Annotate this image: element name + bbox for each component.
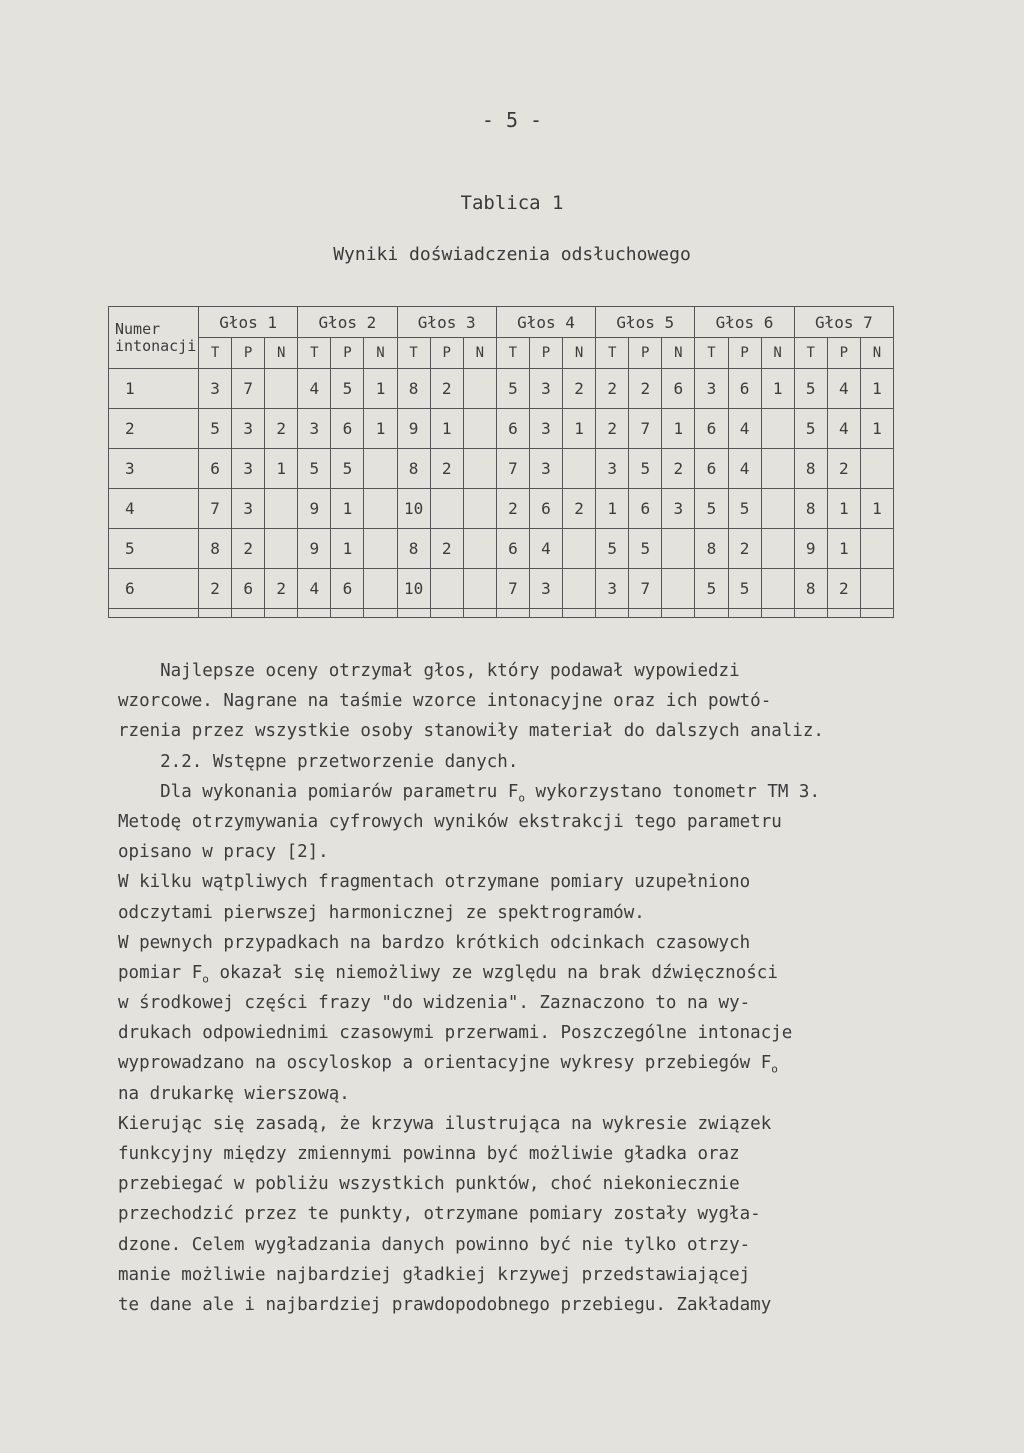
subheader: N [463, 338, 496, 369]
table-cell: 6 [331, 569, 364, 609]
table-cell: 5 [629, 449, 662, 489]
table-cell [463, 569, 496, 609]
table-cell: 7 [496, 449, 529, 489]
table-cell: 9 [397, 409, 430, 449]
table-cell: 3 [232, 449, 265, 489]
empty-cell [109, 609, 199, 618]
table-cell [761, 449, 794, 489]
subheader: P [232, 338, 265, 369]
table-cell: 1 [331, 529, 364, 569]
table-cell: 2 [563, 489, 596, 529]
table-cell: 3 [529, 369, 562, 409]
table-cell [563, 529, 596, 569]
table-cell [463, 449, 496, 489]
table-cell [860, 449, 893, 489]
voice-header: Głos 2 [298, 307, 397, 338]
table-cell: 5 [728, 569, 761, 609]
table-cell: 8 [397, 369, 430, 409]
voice-header: Głos 4 [496, 307, 595, 338]
table-cell [860, 569, 893, 609]
table-cell [265, 529, 298, 569]
table-cell: 1 [563, 409, 596, 449]
table-cell: 4 [728, 409, 761, 449]
table-cell: 3 [695, 369, 728, 409]
body-text [118, 656, 948, 1320]
table-row [109, 449, 894, 489]
table-cell: 3 [298, 409, 331, 449]
subheader: T [397, 338, 430, 369]
row-header: Numer intonacji [109, 307, 199, 369]
table-cell: 10 [397, 569, 430, 609]
text-line: pomiar $F_o$ okazał się niemożliwy ze względu na brak dźwięczności [118, 962, 778, 986]
table-cell [364, 489, 397, 529]
text-line: na drukarkę wierszową. [118, 1083, 350, 1104]
table-cell: 3 [529, 409, 562, 449]
table-cell: 8 [397, 529, 430, 569]
table-cell: 2 [430, 529, 463, 569]
subheader: T [199, 338, 232, 369]
text-line: przechodzić przez te punkty, otrzymane pomiary zostały wygła- [118, 1204, 761, 1225]
empty-cell [662, 609, 695, 618]
table-cell: 5 [794, 409, 827, 449]
table-cell: 7 [199, 489, 232, 529]
table-cell: 2 [596, 409, 629, 449]
table-cell [463, 369, 496, 409]
text-line: przebiegać w pobliżu wszystkich punktów, choć niekoniecznie [118, 1174, 740, 1195]
table-cell: 4 [298, 369, 331, 409]
table-cell: 2 [629, 369, 662, 409]
empty-cell [496, 609, 529, 618]
table-cell: 5 [496, 369, 529, 409]
table-subtitle: Wyniki doświadczenia odsłuchowego [333, 244, 691, 265]
table-cell: 6 [232, 569, 265, 609]
table-cell: 1 [860, 369, 893, 409]
subheader: N [662, 338, 695, 369]
table-cell [463, 489, 496, 529]
subheader: P [529, 338, 562, 369]
subheader: N [364, 338, 397, 369]
subheader: T [496, 338, 529, 369]
text-line: W pewnych przypadkach na bardzo krótkich odcinkach czasowych [118, 932, 751, 953]
row-number: 2 [109, 409, 199, 449]
table-cell [761, 409, 794, 449]
table-cell: 3 [199, 369, 232, 409]
table-cell: 2 [496, 489, 529, 529]
table-cell: 3 [662, 489, 695, 529]
text-line: manie możliwie najbardziej gładkiej krzywej przedstawiającej [118, 1264, 751, 1285]
voice-header: Głos 7 [794, 307, 893, 338]
table-cell: 6 [728, 369, 761, 409]
empty-cell [397, 609, 430, 618]
table-cell: 1 [827, 529, 860, 569]
table-cell [860, 529, 893, 569]
table-cell: 1 [364, 369, 397, 409]
table-cell [265, 489, 298, 529]
table-cell: 5 [629, 529, 662, 569]
empty-cell [232, 609, 265, 618]
text-line: opisano w pracy [2]. [118, 842, 329, 863]
table-cell: 4 [298, 569, 331, 609]
text-line: wzorcowe. Nagrane na taśmie wzorce intonacyjne oraz ich powtó- [118, 691, 772, 712]
table-cell: 2 [265, 409, 298, 449]
table-cell: 5 [331, 449, 364, 489]
table-cell: 3 [529, 449, 562, 489]
table-cell [364, 569, 397, 609]
table-cell: 8 [199, 529, 232, 569]
table-cell: 3 [232, 489, 265, 529]
table-cell: 1 [364, 409, 397, 449]
table-cell [761, 569, 794, 609]
table-cell: 1 [860, 489, 893, 529]
text-line: W kilku wątpliwych fragmentach otrzymane pomiary uzupełniono [118, 872, 751, 893]
table-cell: 6 [629, 489, 662, 529]
table-cell [463, 529, 496, 569]
table-cell: 6 [662, 369, 695, 409]
table-cell: 2 [662, 449, 695, 489]
empty-cell [364, 609, 397, 618]
table-cell [563, 449, 596, 489]
table-cell: 7 [232, 369, 265, 409]
subheader: N [563, 338, 596, 369]
voice-header: Głos 3 [397, 307, 496, 338]
empty-cell [430, 609, 463, 618]
empty-cell [563, 609, 596, 618]
row-number: 6 [109, 569, 199, 609]
table-cell [761, 489, 794, 529]
table-cell: 1 [827, 489, 860, 529]
table-cell: 9 [794, 529, 827, 569]
text-line: Najlepsze oceny otrzymał głos, który podawał wypowiedzi [118, 661, 740, 681]
text-line: dzone. Celem wygładzania danych powinno być nie tylko otrzy- [118, 1234, 751, 1255]
table-cell: 8 [695, 529, 728, 569]
table-cell: 5 [728, 489, 761, 529]
table-cell [662, 569, 695, 609]
table-title: Tablica 1 [460, 192, 564, 214]
table-row [109, 569, 894, 609]
table-cell: 1 [430, 409, 463, 449]
table-cell: 1 [761, 369, 794, 409]
table-cell [430, 569, 463, 609]
voice-header: Głos 6 [695, 307, 794, 338]
empty-cell [596, 609, 629, 618]
voice-header: Głos 5 [596, 307, 695, 338]
table-cell: 5 [695, 569, 728, 609]
empty-cell [860, 609, 893, 618]
text-line: w środkowej części frazy "do widzenia". Zaznaczono to na wy- [118, 993, 751, 1014]
table-cell: 2 [430, 369, 463, 409]
subheader: T [794, 338, 827, 369]
table-cell: 6 [529, 489, 562, 529]
table-cell: 3 [596, 449, 629, 489]
empty-cell [695, 609, 728, 618]
table-cell: 5 [331, 369, 364, 409]
empty-cell [463, 609, 496, 618]
empty-cell [827, 609, 860, 618]
table-row [109, 489, 894, 529]
subheader: T [298, 338, 331, 369]
table-cell [761, 529, 794, 569]
table-cell: 3 [596, 569, 629, 609]
table-cell [364, 449, 397, 489]
table-cell: 10 [397, 489, 430, 529]
table-cell: 6 [199, 449, 232, 489]
table-cell: 5 [794, 369, 827, 409]
table-row [109, 369, 894, 409]
empty-cell [794, 609, 827, 618]
text-line: drukach odpowiednimi czasowymi przerwami. Poszczególne intonacje [118, 1023, 793, 1044]
table-cell: 2 [827, 569, 860, 609]
table-cell: 2 [596, 369, 629, 409]
table-cell: 2 [430, 449, 463, 489]
table-row [109, 409, 894, 449]
table-cell: 9 [298, 489, 331, 529]
page-number: - 5 - [481, 108, 543, 132]
table-cell: 4 [827, 369, 860, 409]
text-line: wyprowadzano na oscyloskop a orientacyjne wykresy przebiegów $F_o$ [118, 1053, 778, 1076]
table-cell: 8 [794, 569, 827, 609]
empty-cell [298, 609, 331, 618]
empty-cell [761, 609, 794, 618]
empty-cell [629, 609, 662, 618]
subheader: N [761, 338, 794, 369]
subheader: N [265, 338, 298, 369]
row-number: 1 [109, 369, 199, 409]
table-cell: 6 [695, 409, 728, 449]
table-cell: 8 [794, 449, 827, 489]
table-cell: 1 [860, 409, 893, 449]
table-cell: 1 [662, 409, 695, 449]
table-cell [563, 569, 596, 609]
table-cell [662, 529, 695, 569]
table-cell: 3 [529, 569, 562, 609]
subheader: P [430, 338, 463, 369]
voice-header: Głos 1 [199, 307, 298, 338]
row-number: 4 [109, 489, 199, 529]
table-cell: 9 [298, 529, 331, 569]
table-cell: 5 [596, 529, 629, 569]
section-heading: 2.2. Wstępne przetworzenie danych. [118, 751, 519, 772]
text-line: rzenia przez wszystkie osoby stanowiły materiał do dalszych analiz. [118, 721, 824, 742]
text-line: Metodę otrzymywania cyfrowych wyników ekstrakcji tego parametru [118, 811, 782, 832]
subheader: P [728, 338, 761, 369]
subheader: P [827, 338, 860, 369]
table-cell: 6 [496, 409, 529, 449]
table-cell: 2 [827, 449, 860, 489]
row-number: 3 [109, 449, 199, 489]
table-cell: 7 [629, 569, 662, 609]
table-cell: 6 [496, 529, 529, 569]
table-cell [364, 529, 397, 569]
row-number: 5 [109, 529, 199, 569]
table-cell: 1 [596, 489, 629, 529]
empty-cell [529, 609, 562, 618]
subheader: T [695, 338, 728, 369]
table-cell: 2 [728, 529, 761, 569]
table-cell: 2 [199, 569, 232, 609]
results-table [108, 306, 894, 618]
table-cell: 6 [695, 449, 728, 489]
subheader: P [331, 338, 364, 369]
text-line: odczytami pierwszej harmonicznej ze spektrogramów. [118, 902, 645, 923]
text-line: Dla wykonania pomiarów parametru $F_o$ wykorzystano tonometr TM 3. [118, 781, 821, 805]
table-cell: 4 [529, 529, 562, 569]
table-cell: 7 [496, 569, 529, 609]
empty-cell [728, 609, 761, 618]
table-cell: 2 [265, 569, 298, 609]
table-cell: 8 [794, 489, 827, 529]
table-cell: 5 [199, 409, 232, 449]
subheader: T [596, 338, 629, 369]
table-cell: 5 [695, 489, 728, 529]
table-cell: 5 [298, 449, 331, 489]
table-bottom-rule [109, 609, 894, 618]
subheader: N [860, 338, 893, 369]
empty-cell [265, 609, 298, 618]
table-cell: 2 [563, 369, 596, 409]
table-cell: 2 [232, 529, 265, 569]
table-cell: 3 [232, 409, 265, 449]
table-cell [463, 409, 496, 449]
subheader: P [629, 338, 662, 369]
table-cell: 8 [397, 449, 430, 489]
text-line: te dane ale i najbardziej prawdopodobnego przebiegu. Zakładamy [118, 1294, 772, 1315]
table-cell: 1 [331, 489, 364, 529]
text-line: funkcyjny między zmiennymi powinna być możliwie gładka oraz [118, 1144, 740, 1164]
table-cell [430, 489, 463, 529]
table-cell: 4 [728, 449, 761, 489]
table-cell: 4 [827, 409, 860, 449]
text-line: Kierując się zasadą, że krzywa ilustrująca na wykresie związek [118, 1113, 772, 1134]
empty-cell [199, 609, 232, 618]
empty-cell [331, 609, 364, 618]
table-cell: 6 [331, 409, 364, 449]
table-cell [265, 369, 298, 409]
table-cell: 1 [265, 449, 298, 489]
table-cell: 7 [629, 409, 662, 449]
table-row [109, 529, 894, 569]
